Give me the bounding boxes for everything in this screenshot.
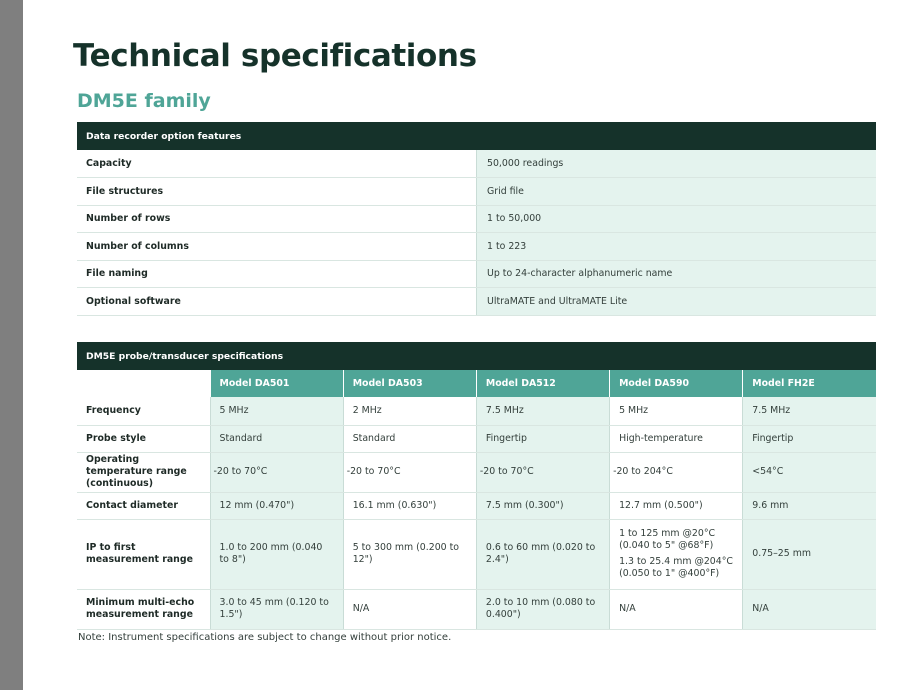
cell-da590: High-temperature	[610, 425, 743, 452]
model-header-blank	[77, 370, 210, 397]
cell-da503: Standard	[343, 425, 476, 452]
row-label: Number of columns	[77, 233, 477, 261]
row-value: Grid file	[477, 178, 877, 206]
cell-da501: Standard	[210, 425, 343, 452]
data-recorder-table	[77, 122, 876, 316]
cell-da501: 3.0 to 45 mm (0.120 to 1.5")	[210, 589, 343, 629]
cell-da590	[610, 519, 743, 589]
cell-fh2e: N/A	[743, 589, 876, 629]
table-row	[77, 260, 876, 288]
row-label: File structures	[77, 178, 477, 206]
recorder-table-header: Data recorder option features	[77, 122, 876, 150]
row-label: Frequency	[77, 397, 210, 425]
cell-da501: -20 to 70°C	[210, 452, 343, 492]
table-row	[77, 205, 876, 233]
table-row	[77, 589, 876, 629]
table-row	[77, 150, 876, 178]
table-row	[77, 288, 876, 316]
cell-fh2e: Fingertip	[743, 425, 876, 452]
left-margin-bar	[0, 0, 23, 690]
model-header-fh2e: Model FH2E	[743, 370, 876, 397]
da590-range-line-1: 1 to 125 mm @20°C (0.040 to 5" @68°F)	[619, 528, 716, 551]
table-row	[77, 397, 876, 425]
cell-da503: 2 MHz	[343, 397, 476, 425]
table-row	[77, 452, 876, 492]
row-label: Number of rows	[77, 205, 477, 233]
table-row	[77, 233, 876, 261]
page-title: Technical specifications	[73, 38, 477, 74]
row-label: IP to first measurement range	[77, 519, 210, 589]
table-row	[77, 492, 876, 519]
cell-da501: 12 mm (0.470")	[210, 492, 343, 519]
row-label: Optional software	[77, 288, 477, 316]
footnote: Note: Instrument specifications are subject to change without prior notice.	[78, 632, 452, 643]
row-label: Probe style	[77, 425, 210, 452]
probe-table-header: DM5E probe/transducer specifications	[77, 342, 876, 370]
cell-fh2e: 7.5 MHz	[743, 397, 876, 425]
row-label: Contact diameter	[77, 492, 210, 519]
cell-da501: 5 MHz	[210, 397, 343, 425]
cell-da512: 0.6 to 60 mm (0.020 to 2.4")	[476, 519, 609, 589]
row-label: File naming	[77, 260, 477, 288]
cell-fh2e: 9.6 mm	[743, 492, 876, 519]
cell-da512: 7.5 mm (0.300")	[476, 492, 609, 519]
cell-da512: 2.0 to 10 mm (0.080 to 0.400")	[476, 589, 609, 629]
cell-da503: -20 to 70°C	[343, 452, 476, 492]
cell-da501: 1.0 to 200 mm (0.040 to 8")	[210, 519, 343, 589]
model-header-row	[77, 370, 876, 397]
model-header-da503: Model DA503	[343, 370, 476, 397]
model-header-da590: Model DA590	[610, 370, 743, 397]
table-row	[77, 425, 876, 452]
family-subtitle: DM5E family	[77, 90, 211, 112]
cell-da503: 5 to 300 mm (0.200 to 12")	[343, 519, 476, 589]
row-value: 1 to 223	[477, 233, 877, 261]
cell-fh2e: <54°C	[743, 452, 876, 492]
row-value: 50,000 readings	[477, 150, 877, 178]
table-row	[77, 178, 876, 206]
cell-fh2e: 0.75–25 mm	[743, 519, 876, 589]
row-label: Operating temperature range (continuous)	[77, 452, 210, 492]
row-label: Minimum multi-echo measurement range	[77, 589, 210, 629]
row-value: Up to 24-character alphanumeric name	[477, 260, 877, 288]
row-label: Capacity	[77, 150, 477, 178]
cell-da512: 7.5 MHz	[476, 397, 609, 425]
cell-da512: -20 to 70°C	[476, 452, 609, 492]
cell-da590: 5 MHz	[610, 397, 743, 425]
cell-da512: Fingertip	[476, 425, 609, 452]
model-header-da512: Model DA512	[476, 370, 609, 397]
cell-da503: 16.1 mm (0.630")	[343, 492, 476, 519]
cell-da590: -20 to 204°C	[610, 452, 743, 492]
da590-range-line-2: 1.3 to 25.4 mm @204°C (0.050 to 1" @400°F)	[619, 556, 733, 579]
row-value: UltraMATE and UltraMATE Lite	[477, 288, 877, 316]
model-header-da501: Model DA501	[210, 370, 343, 397]
probe-spec-table	[77, 342, 876, 630]
table-row	[77, 519, 876, 589]
cell-da590: N/A	[610, 589, 743, 629]
cell-da503: N/A	[343, 589, 476, 629]
row-value: 1 to 50,000	[477, 205, 877, 233]
cell-da590: 12.7 mm (0.500")	[610, 492, 743, 519]
